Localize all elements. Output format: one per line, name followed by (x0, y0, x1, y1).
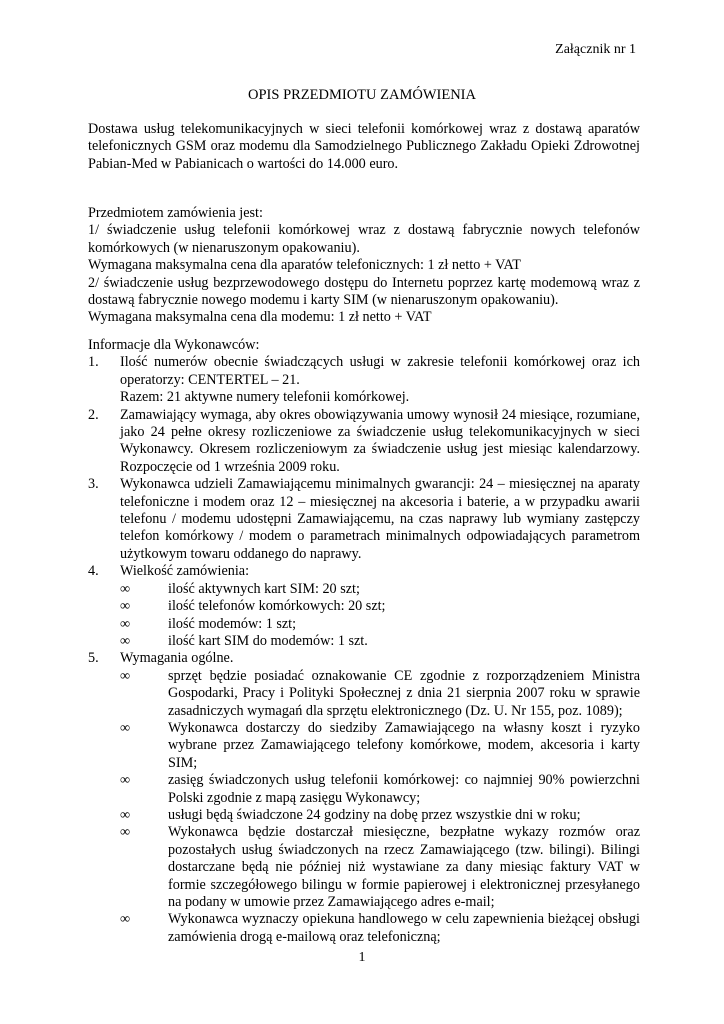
intro-paragraph: Dostawa usług telekomunikacyjnych w sieci telefonii komórkowej wraz z dostawą aparatów telefonicznych GSM oraz modemu dla Samodzielnego Publicznego Zakładu Opieki Zdrowotnej Pabian-Med w Pabianicach o wartości do 14.000 euro. (88, 121, 640, 172)
general-bullet (88, 668, 640, 720)
subject-price-1: Wymagana maksymalna cena dla aparatów telefonicznych: 1 zł netto + VAT (88, 257, 521, 274)
item-number: 3. (88, 476, 99, 493)
bullet-text: ilość aktywnych kart SIM: 20 szt; (168, 580, 360, 597)
bullet-text: Wykonawca wyznaczy opiekuna handlowego w celu zapewnienia bieżącej obsługi zamówienia drogą e-mailową oraz telefoniczną; (168, 911, 640, 945)
annex-label: Załącznik nr 1 (555, 42, 636, 57)
subject-price-2: Wymagana maksymalna cena dla modemu: 1 zł netto + VAT (88, 309, 432, 326)
infinity-bullet-icon: ∞ (120, 667, 131, 684)
bullet-text: usługi będą świadczone 24 godziny na dobę przez wszystkie dni w roku; (168, 806, 581, 823)
bullet-text: zasięg świadczonych usług telefonii komórkowej: co najmniej 90% powierzchni Polski zgodnie z mapą zasięgu Wykonawcy; (168, 772, 640, 806)
item-text: Ilość numerów obecnie świadczących usługi w zakresie telefonii komórkowej oraz ich operatorzy: CENTERTEL – 21. (120, 354, 640, 388)
infinity-bullet-icon: ∞ (120, 615, 131, 632)
item-text: Zamawiający wymaga, aby okres obowiązywania umowy wynosił 24 miesiące, rozumiane, jako 24 pełne okresy rozliczeniowe za świadczenie usług telekomunikacyjnych w sieci Wykonawcy. Okresem rozliczeniowym za świadczenie usług jest miesiąc kalendarzowy. Rozpoczęcie od 1 września 2009 roku. (120, 406, 640, 475)
item-number: 5. (88, 650, 99, 667)
numbered-item (88, 476, 640, 563)
item-text: Wielkość zamówienia: (120, 563, 250, 580)
item-number: 1. (88, 354, 99, 371)
infinity-bullet-icon: ∞ (120, 598, 131, 615)
general-bullet (88, 720, 640, 772)
bullet-text: sprzęt będzie posiadać oznakowanie CE zgodnie z rozporządzeniem Ministra Gospodarki, Pracy i Polityki Społecznej z dnia 21 sierpnia 2007 roku w sprawie zasadniczych wymagań dla sprzętu elektronicznego (Dz. U. Nr 155, poz. 1089); (168, 667, 640, 719)
numbered-item (88, 354, 640, 406)
bullet-text: ilość kart SIM do modemów: 1 szt. (168, 632, 368, 649)
infinity-bullet-icon: ∞ (120, 580, 131, 597)
subject-line-1: 1/ świadczenie usług telefonii komórkowej wraz z dostawą fabrycznie nowych telefonów komórkowych (w nienaruszonym opakowaniu). (88, 222, 640, 256)
page-number: 1 (358, 950, 366, 965)
infinity-bullet-icon: ∞ (120, 824, 131, 841)
item-text: Wymagania ogólne. (120, 650, 234, 667)
size-bullet (88, 633, 640, 650)
infinity-bullet-icon: ∞ (120, 806, 131, 823)
subject-line-2: 2/ świadczenie usług bezprzewodowego dostępu do Internetu poprzez kartę modemową wraz z dostawą fabrycznie nowego modemu i karty SIM (w nienaruszonym opakowaniu). (88, 274, 640, 309)
item-text: Wykonawca udzieli Zamawiającemu minimalnych gwarancji: 24 – miesięcznej na aparaty telefoniczne i modem oraz 12 – miesięcznej na akcesoria i baterie, a w przypadku awarii telefonu / modemu udostępni Zamawiającemu, na czas naprawy lub wymiany zastępczy telefon komórkowy / modem o parametrach minimalnych odpowiadających parametrom użytkowym towaru oddanego do naprawy. (120, 476, 640, 562)
infinity-bullet-icon: ∞ (120, 632, 131, 649)
subject-section (88, 205, 640, 327)
size-bullet (88, 598, 640, 615)
bullet-text: Wykonawca dostarczy do siedziby Zamawiającego na własny koszt i ryzyko wybrane przez Zamawiającego telefony komórkowe, modem, akcesoria i karty SIM; (168, 719, 640, 771)
infinity-bullet-icon: ∞ (120, 772, 131, 789)
size-bullet (88, 616, 640, 633)
general-bullet (88, 824, 640, 911)
bullet-text: ilość telefonów komórkowych: 20 szt; (168, 598, 386, 615)
numbered-item (88, 563, 640, 580)
general-bullet (88, 911, 640, 946)
subject-heading: Przedmiotem zamówienia jest: (88, 205, 263, 221)
infinity-bullet-icon: ∞ (120, 719, 131, 736)
item-extra: Razem: 21 aktywne numery telefonii komórkowej. (120, 389, 410, 406)
info-heading: Informacje dla Wykonawców: (88, 337, 260, 353)
general-bullet (88, 807, 640, 824)
numbered-item (88, 650, 640, 667)
bullet-text: Wykonawca będzie dostarczał miesięczne, bezpłatne wykazy rozmów oraz pozostałych usług świadczonych na rzecz Zamawiającego (tzw. bilingi). Bilingi dostarczane będą nie później niż wystawiane za dany miesiąc faktury VAT w formie szczegółowego bilingu w formie papierowej i elektronicznej przesyłanego na podany w umowie przez Zamawiającego adres e-mail; (168, 824, 640, 910)
item-number: 4. (88, 563, 99, 580)
general-bullet (88, 772, 640, 807)
numbered-item (88, 407, 640, 477)
infinity-bullet-icon: ∞ (120, 911, 131, 928)
item-number: 2. (88, 406, 99, 423)
document-title: OPIS PRZEDMIOTU ZAMÓWIENIA (248, 87, 476, 103)
bullet-text: ilość modemów: 1 szt; (168, 615, 297, 632)
info-section (88, 337, 640, 946)
size-bullet (88, 581, 640, 598)
